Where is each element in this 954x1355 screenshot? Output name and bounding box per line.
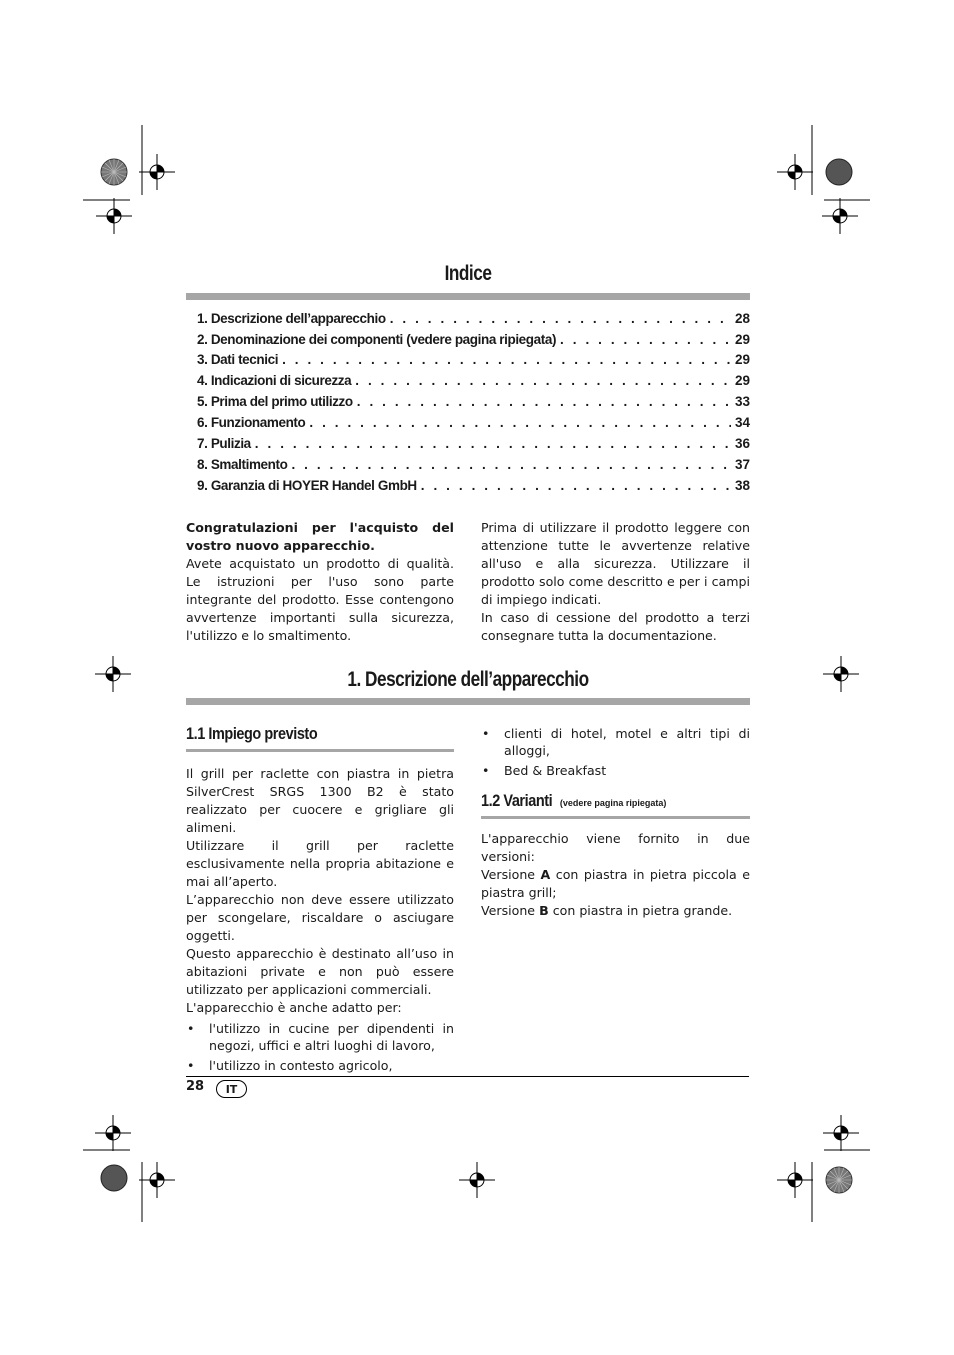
- toc-number: 4.: [197, 373, 208, 388]
- intro-paragraph: Prima di utilizzare il prodotto leggere con attenzione tutte le avvertenze relative all'uso e alla sicurezza. Utilizzare il prodotto solo come descritto e per i campi di impiego indicati.: [481, 520, 750, 607]
- toc-leader: [291, 457, 731, 472]
- intro-right-column: [481, 519, 750, 645]
- toc-row[interactable]: [197, 457, 750, 477]
- section1-left-column: [186, 724, 454, 1077]
- toc-page: 38: [734, 478, 750, 493]
- title-rule: [186, 293, 750, 300]
- toc-leader: [255, 436, 731, 451]
- toc-page: 29: [734, 332, 750, 347]
- toc-page: 37: [734, 457, 750, 472]
- page-number: 28: [186, 1079, 205, 1094]
- section-rule: [186, 698, 750, 705]
- toc-title: Funzionamento: [210, 415, 306, 430]
- subsection-rule: [186, 749, 454, 752]
- toc-number: 2.: [197, 332, 208, 347]
- toc-page: 28: [734, 311, 750, 326]
- list-item: • clienti di hotel, motel e altri tipi di alloggi,: [481, 725, 750, 759]
- toc-row[interactable]: [197, 394, 750, 414]
- version-a: Versione A con piastra in pietra piccola e piastra grill;: [481, 867, 750, 900]
- toc-page: 34: [734, 415, 750, 430]
- toc-page: 33: [734, 394, 750, 409]
- section-title: 1. Descrizione dell’apparecchio: [347, 668, 589, 691]
- intro-left-column: [186, 519, 454, 645]
- paragraph: L'apparecchio è anche adatto per:: [186, 1000, 402, 1015]
- language-code: IT: [225, 1082, 238, 1096]
- subsection-heading: [481, 791, 750, 811]
- toc-number: 3.: [197, 352, 208, 367]
- toc-row[interactable]: [197, 436, 750, 456]
- toc-row[interactable]: [197, 311, 750, 331]
- toc-leader: [421, 478, 731, 493]
- toc-title: Smaltimento: [210, 457, 288, 472]
- toc-page: 36: [734, 436, 750, 451]
- toc-leader: [309, 415, 731, 430]
- toc-leader: [390, 311, 731, 326]
- paragraph: L'apparecchio viene fornito in due versioni:: [481, 831, 750, 864]
- page-title: Indice: [444, 262, 492, 285]
- toc-title: Dati tecnici: [210, 352, 279, 367]
- section1-right-column: [481, 725, 750, 920]
- list-item: • l'utilizzo in cucine per dipendenti in negozi, uffici e altri luoghi di lavoro,: [186, 1020, 454, 1054]
- intro-paragraph: In caso di cessione del prodotto a terzi consegnare tutta la documentazione.: [481, 610, 750, 643]
- toc-leader: [282, 352, 731, 367]
- version-letter: B: [539, 903, 549, 918]
- intro-heading: Congratulazioni per l'acquisto del vostro nuovo apparecchio.: [186, 520, 454, 553]
- intro-paragraph: Avete acquistato un prodotto di qualità. Le istruzioni per l'uso sono parte integrante del prodotto. Esse contengono avvertenze importanti sulla sicurezza, l'utilizzo e lo smaltimento.: [186, 556, 454, 643]
- toc-number: 1.: [197, 311, 208, 326]
- toc-page: 29: [734, 373, 750, 388]
- version-b: Versione B con piastra in pietra grande.: [481, 903, 733, 918]
- toc-leader: [560, 332, 731, 347]
- bullet-list: [186, 1020, 454, 1074]
- toc-title: Descrizione dell’apparecchio: [210, 311, 386, 326]
- toc-row[interactable]: [197, 373, 750, 393]
- toc-row[interactable]: [197, 415, 750, 435]
- paragraph: Questo apparecchio è destinato all’uso in abitazioni private e non può essere utilizzato per applicazioni commerciali.: [186, 946, 454, 997]
- version-letter: A: [540, 867, 551, 882]
- subsection-title: 1.1 Impiego previsto: [186, 724, 318, 743]
- toc-title: Indicazioni di sicurezza: [210, 373, 352, 388]
- toc-title: Garanzia di HOYER Handel GmbH: [210, 478, 417, 493]
- toc-title: Prima del primo utilizzo: [210, 394, 353, 409]
- toc-title: Pulizia: [210, 436, 251, 451]
- toc-row[interactable]: [197, 352, 750, 372]
- toc-number: 5.: [197, 394, 208, 409]
- subsection-title: 1.2 Varianti: [481, 791, 553, 810]
- paragraph: Il grill per raclette con piastra in pietra SilverCrest SRGS 1300 B2 è stato realizzato per cuocere e grigliare gli alimeni.: [186, 766, 454, 835]
- footer-rule: [186, 1076, 749, 1077]
- toc-number: 9.: [197, 478, 208, 493]
- toc-leader: [357, 394, 731, 409]
- toc-row[interactable]: [197, 332, 750, 352]
- paragraph: L’apparecchio non deve essere utilizzato per scongelare, riscaldare o asciugare oggetti.: [186, 892, 454, 943]
- bullet-list: [481, 725, 750, 779]
- toc-number: 8.: [197, 457, 208, 472]
- list-item: • l'utilizzo in contesto agricolo,: [186, 1057, 454, 1074]
- toc-page: 29: [734, 352, 750, 367]
- list-item: • Bed & Breakfast: [481, 762, 750, 779]
- subsection-note: (vedere pagina ripiegata): [559, 798, 667, 808]
- toc-number: 7.: [197, 436, 208, 451]
- toc-leader: [355, 373, 731, 388]
- paragraph: Utilizzare il grill per raclette esclusivamente nella propria abitazione e mai all’aperto.: [186, 838, 454, 889]
- language-badge: [216, 1080, 247, 1098]
- toc-row[interactable]: [197, 478, 750, 498]
- toc-number: 6.: [197, 415, 208, 430]
- toc-title: Denominazione dei componenti (vedere pagina ripiegata): [210, 332, 557, 347]
- subsection-rule: [481, 816, 750, 819]
